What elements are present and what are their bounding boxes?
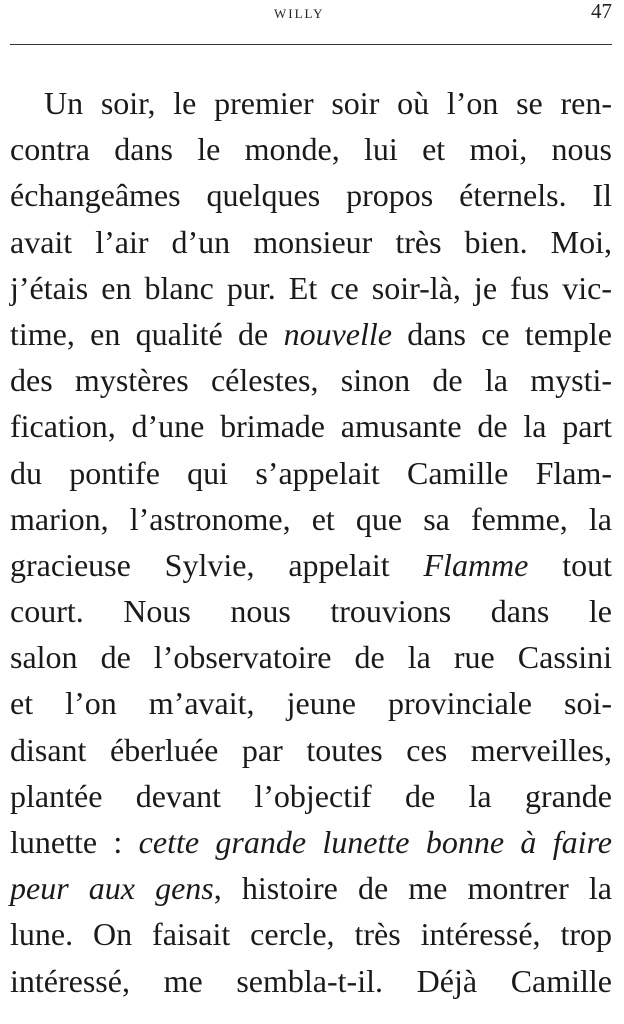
- text-line: [10, 680, 612, 726]
- text-segment: salon de l’observatoire de la rue Cassini: [10, 639, 612, 676]
- text-line: [10, 911, 612, 957]
- text-line: [10, 958, 612, 1004]
- text-segment: dans ce temple: [391, 315, 613, 352]
- italic-text: nouvelle: [283, 315, 392, 352]
- text-line: [10, 450, 612, 496]
- text-segment: lune. On faisait cercle, très intéressé, trop: [10, 916, 612, 953]
- italic-text: Flamme: [423, 546, 529, 583]
- text-line: [10, 357, 612, 403]
- text-segment: contra dans le monde, lui et moi, nous: [10, 131, 612, 168]
- text-line: [10, 542, 612, 588]
- text-segment: j’étais en blanc pur. Et ce soir-là, je fus vic-: [10, 269, 612, 306]
- running-head: WILLY: [274, 6, 325, 21]
- text-segment: plantée devant l’objectif de la grande: [10, 777, 612, 814]
- body-text: [10, 80, 612, 1004]
- italic-text: peur aux gens: [10, 870, 214, 907]
- text-line: [10, 311, 612, 357]
- text-segment: et l’on m’avait, jeune provinciale soi-: [10, 685, 612, 722]
- text-line: [10, 126, 612, 172]
- text-line: [10, 403, 612, 449]
- text-line: [10, 80, 612, 126]
- text-segment: gracieuse Sylvie, appelait: [10, 546, 424, 583]
- text-segment: fication, d’une brimade amusante de la part: [10, 408, 612, 445]
- text-segment: , histoire de me montrer la: [213, 870, 613, 907]
- text-segment: lunette :: [10, 824, 139, 860]
- text-line: [10, 727, 612, 773]
- text-line: [10, 265, 612, 311]
- text-segment: des mystères célestes, sinon de la mysti-: [10, 362, 612, 399]
- text-line: [10, 819, 612, 865]
- text-line: [10, 496, 612, 542]
- text-line: [10, 219, 612, 265]
- text-segment: Un soir, le premier soir où l’on se ren-: [44, 85, 612, 121]
- text-segment: time, en qualité de: [10, 315, 284, 352]
- text-line: [10, 773, 612, 819]
- page-number: 47: [591, 0, 612, 23]
- italic-text: cette grande lunette bonne à faire: [138, 824, 613, 860]
- text-segment: court. Nous nous trouvions dans le: [10, 593, 612, 630]
- text-line: [10, 172, 612, 218]
- text-segment: échangeâmes quelques propos éternels. Il: [10, 177, 612, 214]
- text-line: [10, 865, 612, 911]
- text-segment: du pontife qui s’appelait Camille Flam-: [10, 454, 612, 491]
- text-line: [10, 588, 612, 634]
- text-segment: disant éberluée par toutes ces merveilles,: [10, 731, 612, 768]
- text-line: [10, 634, 612, 680]
- text-segment: marion, l’astronome, et que sa femme, la: [10, 500, 612, 537]
- text-segment: intéressé, me sembla-t-il. Déjà Camille: [10, 962, 612, 999]
- header-rule: [10, 44, 612, 45]
- text-segment: avait l’air d’un monsieur très bien. Moi,: [10, 223, 612, 260]
- text-segment: tout: [528, 546, 613, 583]
- page-header: [0, 0, 624, 30]
